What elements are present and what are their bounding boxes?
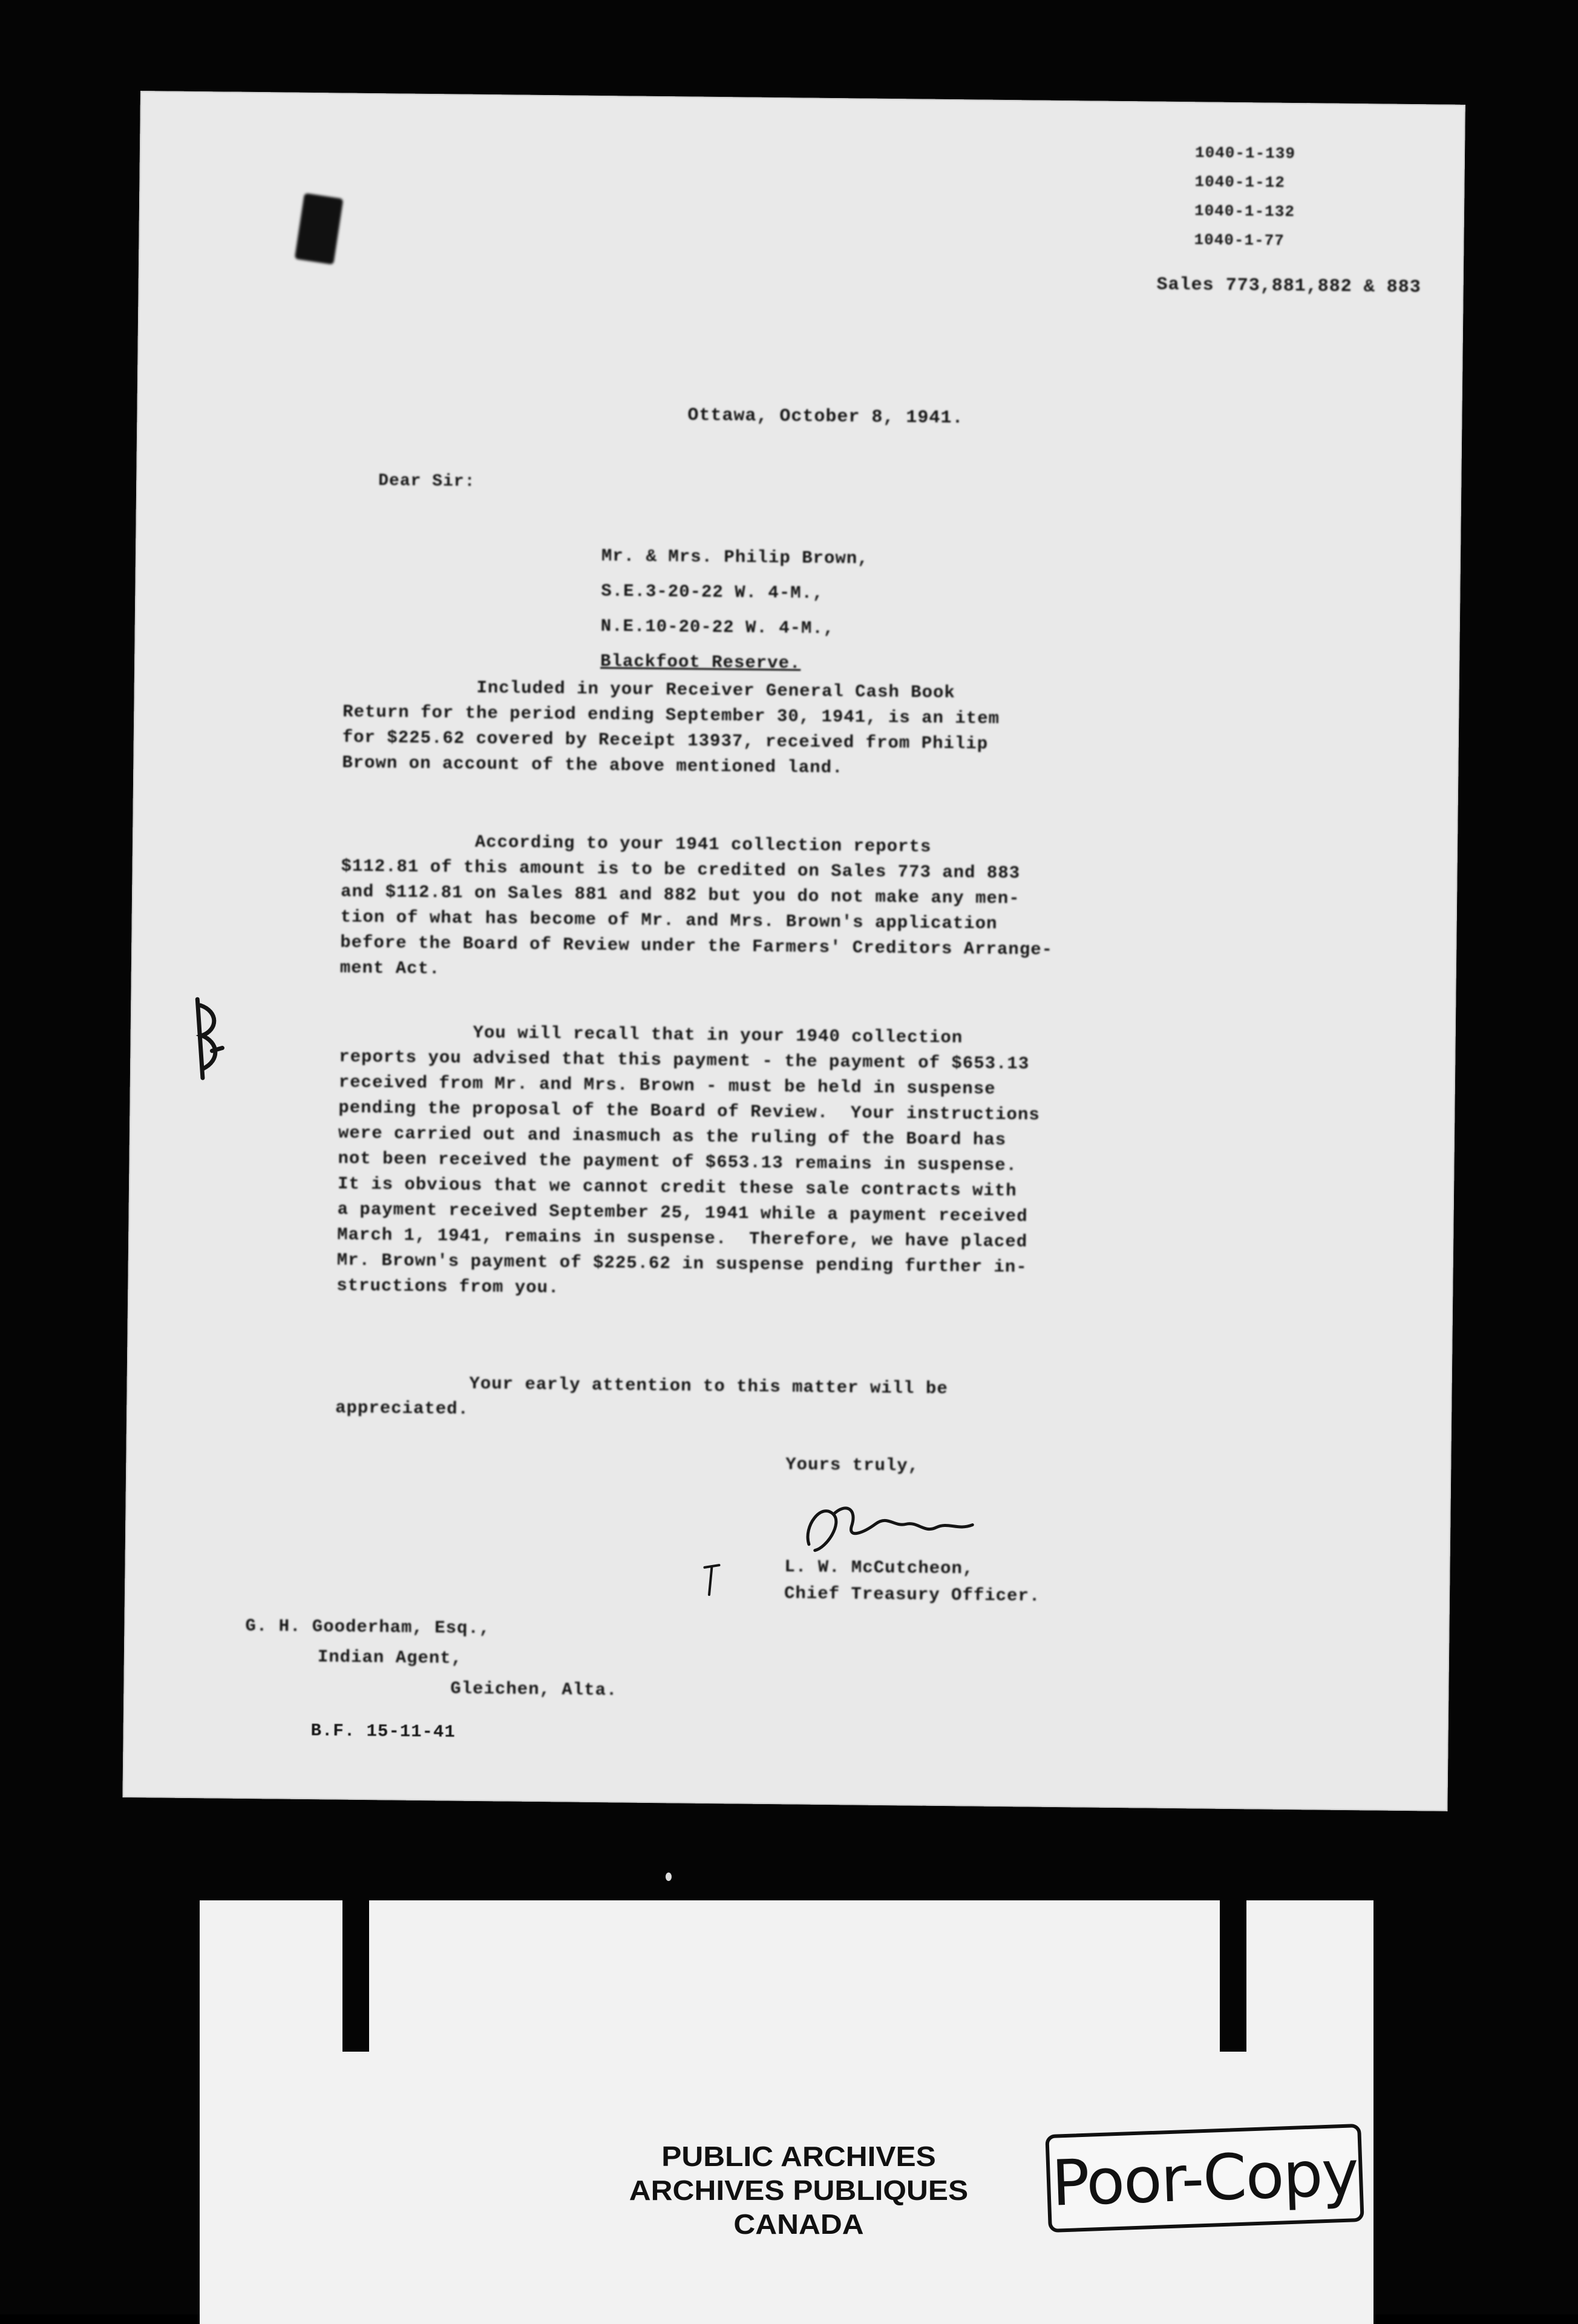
archive-line: ARCHIVES PUBLIQUES (629, 2175, 969, 2206)
subject-line: Mr. & Mrs. Philip Brown, (601, 546, 869, 569)
margin-initials (185, 993, 228, 1085)
recipient-line: Gleichen, Alta. (450, 1678, 618, 1701)
dateline: Ottawa, October 8, 1941. (687, 405, 964, 429)
bf-reference: B.F. 15-11-41 (310, 1721, 456, 1742)
body-paragraph: You will recall that in your 1940 collection reports you advised that this payment - the payment of $653.13 received from Mr. and Mrs. Brown - must be held in suspense pending the proposal of the Board of Review. Your instructions were carried out and inasmuch as the ruling of the Board has not been received the payment of $653.13 remains in suspense. It is obvious that we cannot credit these sale contracts with a payment received September 25, 1941 while a payment received March 1, 1941, remains in suspense. Therefore, we have placed Mr. Brown's payment of $225.62 in suspense pending further in- structions from you. (336, 1021, 1040, 1298)
signer-name: L. W. McCutcheon, (784, 1557, 974, 1579)
clip-mark (295, 193, 344, 264)
card-notch (1220, 1900, 1246, 2052)
film-speck (666, 1873, 672, 1881)
file-reference: 1040-1-132 (1194, 202, 1295, 221)
handwritten-tick (699, 1561, 724, 1598)
archive-line: PUBLIC ARCHIVES (661, 2141, 936, 2172)
salutation: Dear Sir: (378, 471, 476, 491)
signer-title: Chief Treasury Officer. (784, 1583, 1041, 1606)
file-reference: 1040-1-139 (1194, 143, 1296, 163)
poor-copy-label: Poor-Copy (1045, 2124, 1364, 2233)
archive-line: CANADA (733, 2208, 864, 2240)
archive-stamp-card (200, 1900, 1373, 2324)
archive-label (563, 2139, 1034, 2241)
letter-page (122, 91, 1465, 1811)
body-paragraph: According to your 1941 collection reports $112.81 of this amount is to be credited on Sales 773 and 883 and $112.81 on Sales 881 and 882 but you do not make any men- tion of what has become of Mr. and Mrs. Brown's application before the Board of Review under the Farmers' Creditors Arrange- ment Act. (339, 830, 1053, 979)
recipient-block (244, 1611, 618, 1705)
file-reference: 1040-1-12 (1194, 172, 1286, 192)
sales-reference: Sales 773,881,882 & 883 (1156, 274, 1421, 298)
closing: Yours truly, (785, 1454, 920, 1476)
subject-line: Blackfoot Reserve. (600, 651, 801, 674)
signature-block (784, 1554, 1041, 1609)
file-reference-list (1194, 138, 1295, 255)
recipient-line: G. H. Gooderham, Esq., (245, 1615, 491, 1639)
file-reference: 1040-1-77 (1194, 231, 1285, 250)
subject-line: S.E.3-20-22 W. 4-M., (601, 581, 824, 603)
subject-block (600, 539, 887, 682)
body-paragraph: Your early attention to this matter will be appreciated. (335, 1372, 948, 1419)
subject-line: N.E.10-20-22 W. 4-M., (600, 616, 835, 639)
card-notch (342, 1900, 369, 2052)
recipient-line: Indian Agent, (317, 1647, 463, 1669)
body-paragraph: Included in your Receiver General Cash Book Return for the period ending September 30, 1941, is an item for $225.62 covered by Receipt 13937, received from Philip Brown on account of the above mentioned land. (342, 676, 1000, 778)
handwritten-signature (791, 1489, 991, 1564)
